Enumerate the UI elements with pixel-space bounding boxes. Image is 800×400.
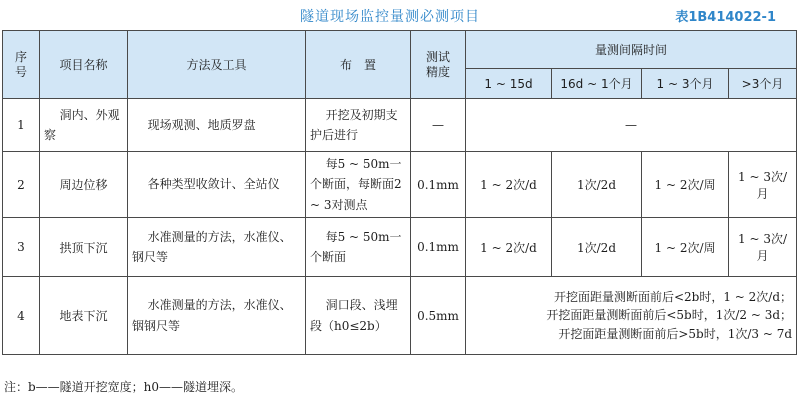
table-code: 表1B414022-1 (675, 10, 776, 25)
row-method: 各种类型收敛计、全站仪 (128, 152, 306, 218)
row-interval-4: 1 ~ 3次/月 (729, 152, 797, 218)
row-method: 现场观测、地质罗盘 (128, 99, 306, 152)
header-precision-line2: 精度 (425, 64, 450, 79)
merged-line-1: 开挖面距量测断面前后<2b时，1 ~ 2次/d； (553, 289, 793, 304)
header-seq-line1: 序 (14, 49, 27, 64)
row-precision: 0.1mm (411, 152, 466, 218)
table-title: 隧道现场监控量测必测项目 (300, 9, 480, 25)
row-item: 洞内、外观察 (40, 99, 128, 152)
header-seq-line2: 号 (14, 64, 27, 79)
row-interval-2: 1次/2d (552, 218, 642, 277)
row-no: 2 (3, 152, 40, 218)
row-precision: 0.5mm (411, 277, 466, 355)
row-interval-3: 1 ~ 2次/周 (642, 218, 729, 277)
header-precision (411, 31, 466, 99)
header-interval-3: 1 ~ 3个月 (642, 69, 729, 99)
row-no: 1 (3, 99, 40, 152)
header-method: 方法及工具 (128, 31, 306, 99)
header-interval-4: >3个月 (729, 69, 797, 99)
row-interval-4: 1 ~ 3次/月 (729, 218, 797, 277)
row-layout: 每5 ~ 50m一个断面，每断面2 ~ 3对测点 (306, 152, 411, 218)
table-row (3, 152, 797, 218)
row-precision: 0.1mm (411, 218, 466, 277)
row-interval-1: 1 ~ 2次/d (466, 218, 552, 277)
header-interval-1: 1 ~ 15d (466, 69, 552, 99)
table-title-bar (0, 4, 800, 26)
header-item: 项目名称 (40, 31, 128, 99)
row-method: 水准测量的方法，水准仪、铟钢尺等 (128, 277, 306, 355)
row-item: 拱顶下沉 (40, 218, 128, 277)
row-interval-merged: — (466, 99, 797, 152)
table-row (3, 99, 797, 152)
header-precision-line1: 测试 (425, 49, 450, 64)
row-interval-merged (466, 277, 797, 355)
row-item: 周边位移 (40, 152, 128, 218)
row-no: 4 (3, 277, 40, 355)
monitoring-table (2, 30, 797, 355)
row-interval-1: 1 ~ 2次/d (466, 152, 552, 218)
table-row (3, 218, 797, 277)
row-layout: 开挖及初期支护后进行 (306, 99, 411, 152)
table-note: 注：b——隧道开挖宽度；h0——隧道埋深。 (4, 380, 244, 394)
table-row (3, 277, 797, 355)
row-item: 地表下沉 (40, 277, 128, 355)
header-interval-2: 16d ~ 1个月 (552, 69, 642, 99)
header-seq (3, 31, 40, 99)
header-interval: 量测间隔时间 (466, 31, 797, 69)
row-layout: 每5 ~ 50m一个断面 (306, 218, 411, 277)
row-interval-3: 1 ~ 2次/周 (642, 152, 729, 218)
row-method: 水准测量的方法，水准仪、钢尺等 (128, 218, 306, 277)
row-precision: — (411, 99, 466, 152)
merged-line-2: 开挖面距量测断面前后<5b时，1次/2 ~ 3d； (546, 308, 793, 323)
merged-line-3: 开挖面距量测断面前后>5b时，1次/3 ~ 7d (558, 326, 793, 341)
row-no: 3 (3, 218, 40, 277)
row-interval-2: 1次/2d (552, 152, 642, 218)
row-layout: 洞口段、浅埋段（h0≤2b） (306, 277, 411, 355)
header-layout: 布 置 (306, 31, 411, 99)
